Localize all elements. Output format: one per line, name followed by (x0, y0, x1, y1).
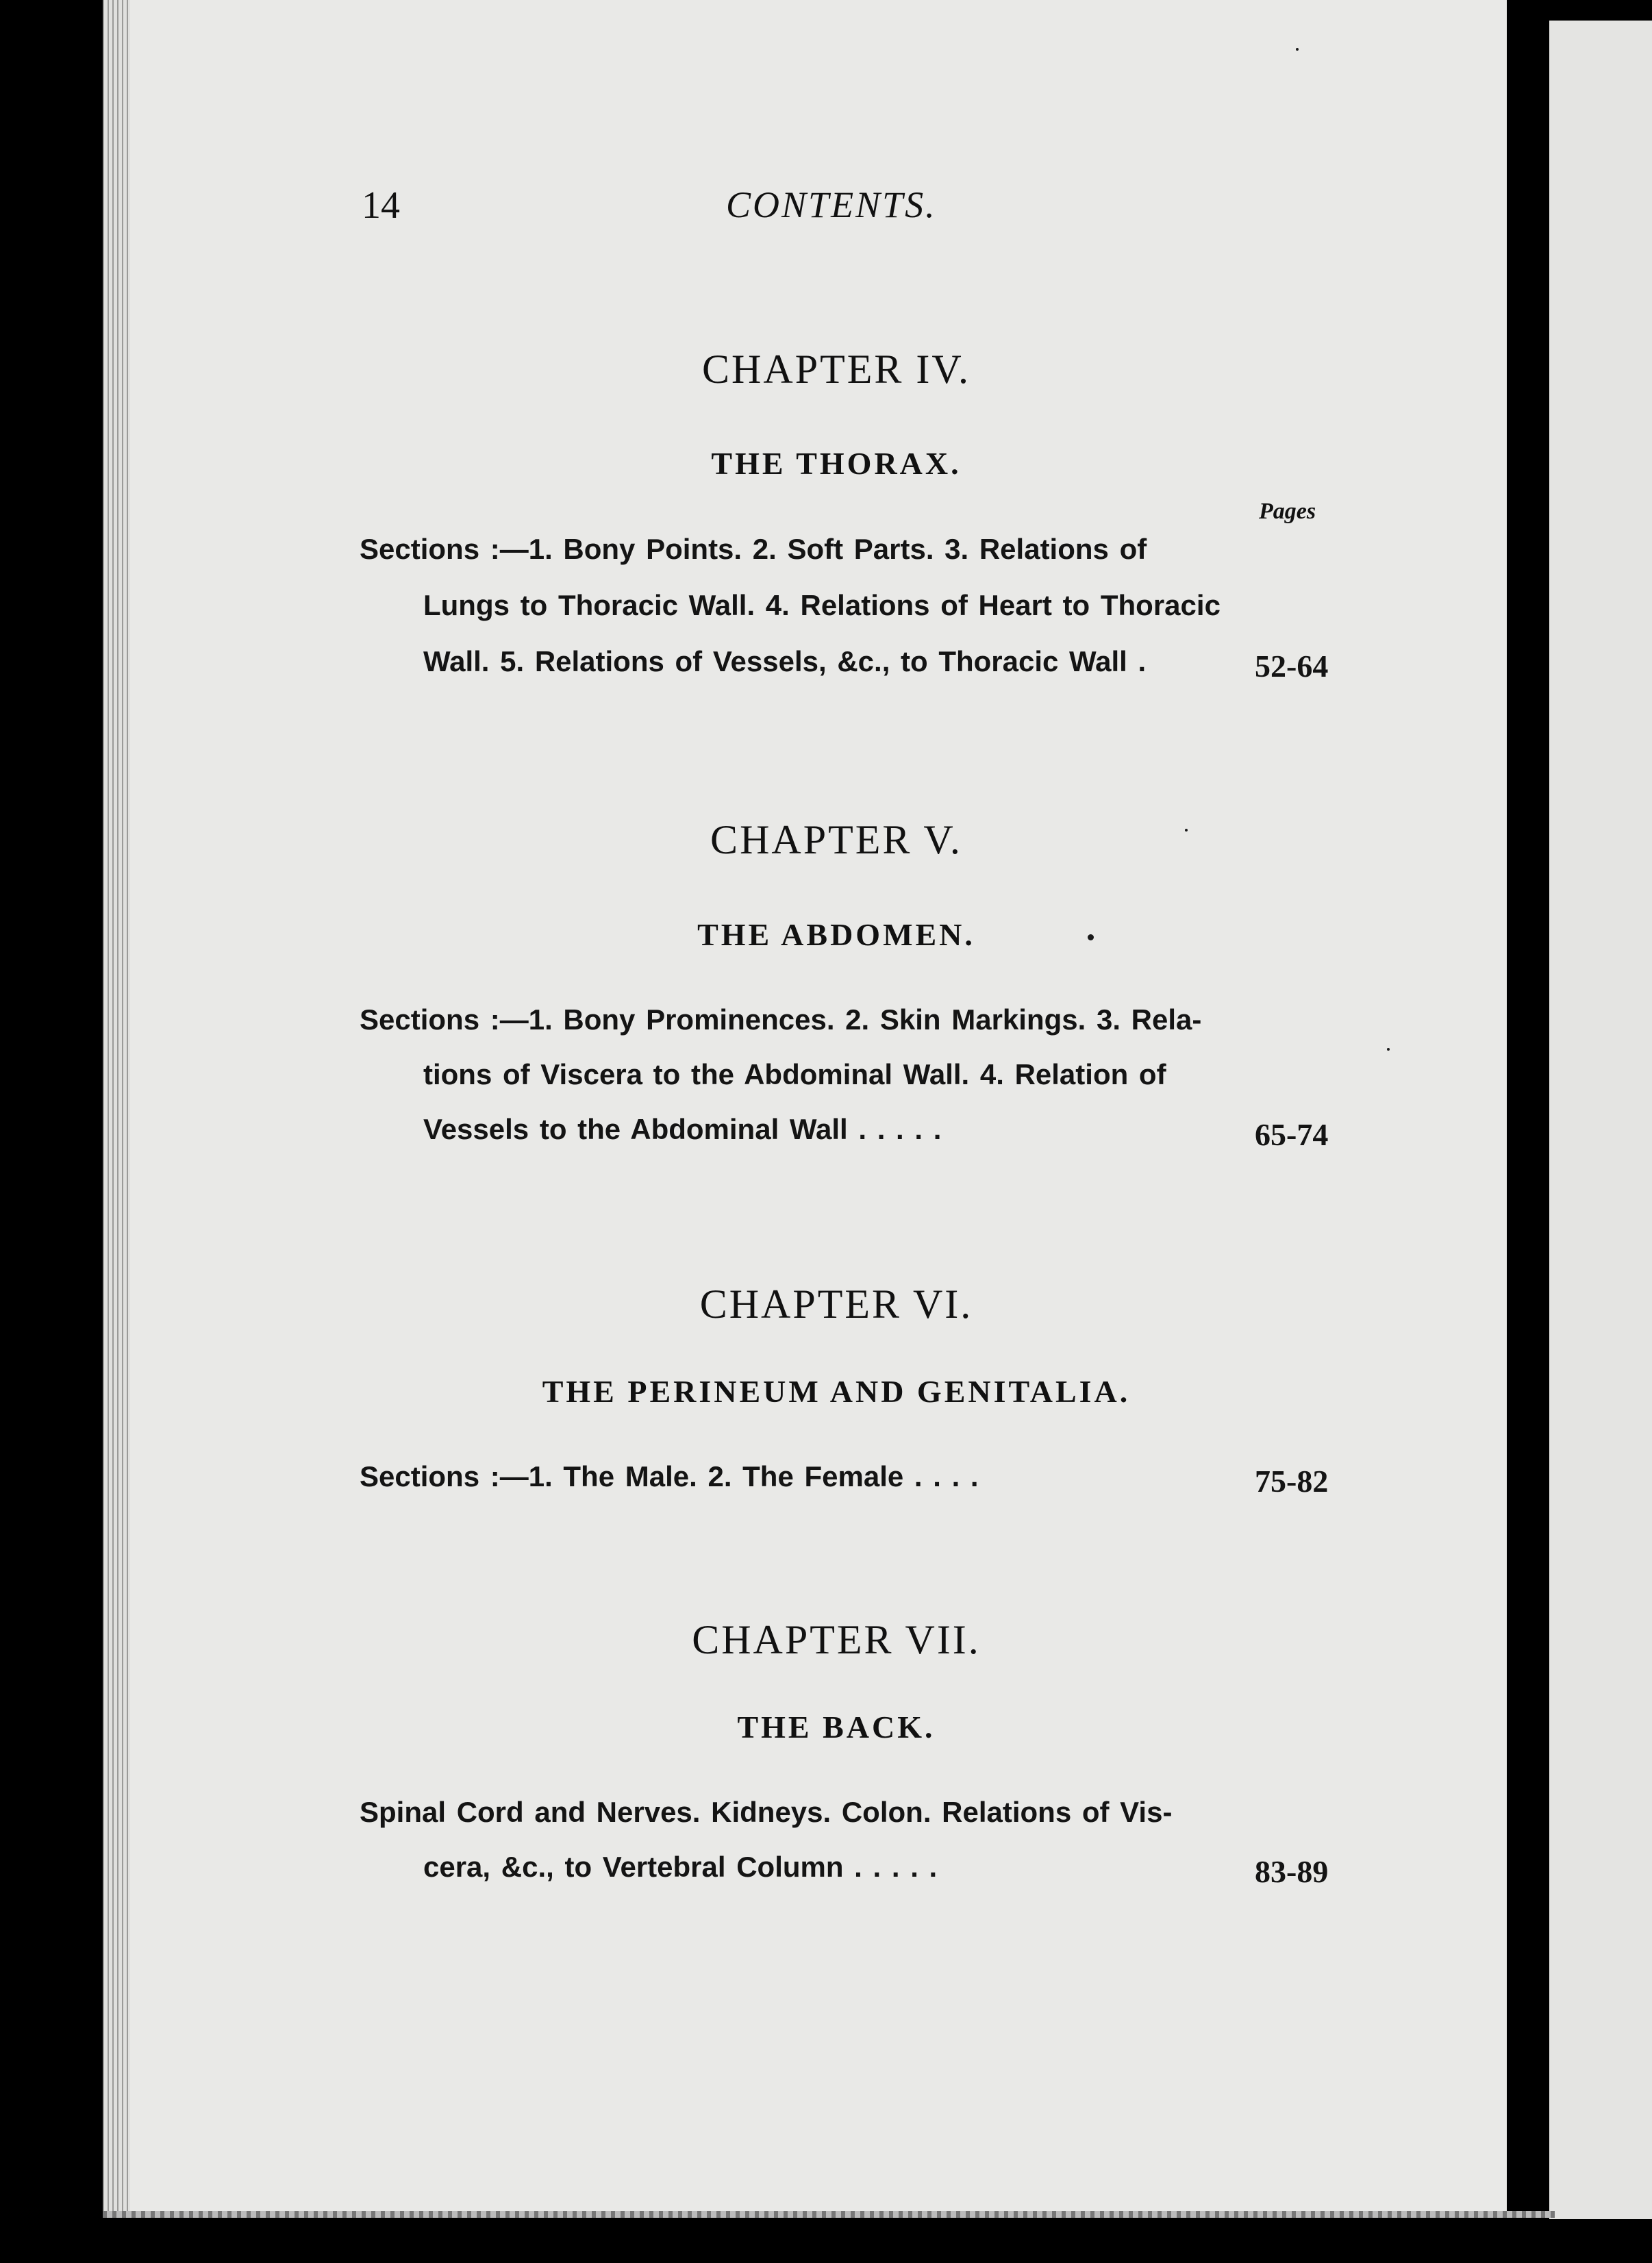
chapter-7-line-2: cera, &c., to Vertebral Column . . . . . (423, 1851, 938, 1883)
chapter-4-line-2: Lungs to Thoracic Wall. 4. Relations of Heart to Thoracic (423, 589, 1221, 621)
chapter-5-line-2: tions of Viscera to the Abdominal Wall. 4. Relation of (423, 1058, 1166, 1090)
running-head: CONTENTS. (726, 184, 937, 225)
scan-speck (1296, 48, 1299, 51)
chapter-7-line-1: Spinal Cord and Nerves. Kidneys. Colon. Relations of Vis- (360, 1796, 1173, 1828)
page-edge-stripes (103, 0, 130, 2216)
chapter-7-title: CHAPTER VII. (692, 1617, 981, 1662)
chapter-5-title: CHAPTER V. (710, 817, 962, 862)
chapter-6-title: CHAPTER VI. (699, 1281, 973, 1327)
chapter-5-pages: 65-74 (1255, 1117, 1329, 1152)
pages-column-label: Pages (1259, 499, 1316, 524)
chapter-4-line-1: Sections :—1. Bony Points. 2. Soft Parts. 3. Relations of (360, 533, 1147, 565)
chapter-4-line-3: Wall. 5. Relations of Vessels, &c., to Thoracic Wall . (423, 645, 1147, 677)
scan-speck (1387, 1048, 1390, 1051)
chapter-4-title: CHAPTER IV. (702, 347, 971, 392)
scan-speck (1185, 829, 1188, 832)
chapter-7-pages: 83-89 (1255, 1854, 1329, 1889)
chapter-4-pages: 52-64 (1255, 649, 1329, 684)
scan-speck (1088, 934, 1094, 940)
chapter-5-line-3: Vessels to the Abdominal Wall . . . . . (423, 1113, 942, 1145)
page-number: 14 (362, 184, 400, 227)
chapter-5-line-1: Sections :—1. Bony Prominences. 2. Skin Markings. 3. Rela- (360, 1003, 1202, 1036)
chapter-4-subtitle: THE THORAX. (711, 446, 962, 481)
chapter-6-line-1: Sections :—1. The Male. 2. The Female . . . . (360, 1460, 979, 1492)
chapter-6-pages: 75-82 (1255, 1464, 1329, 1499)
chapter-7-subtitle: THE BACK. (737, 1710, 936, 1745)
page-bottom-edge (103, 2211, 1555, 2218)
chapter-5-subtitle: THE ABDOMEN. (697, 917, 975, 952)
chapter-6-subtitle: THE PERINEUM AND GENITALIA. (542, 1374, 1131, 1409)
